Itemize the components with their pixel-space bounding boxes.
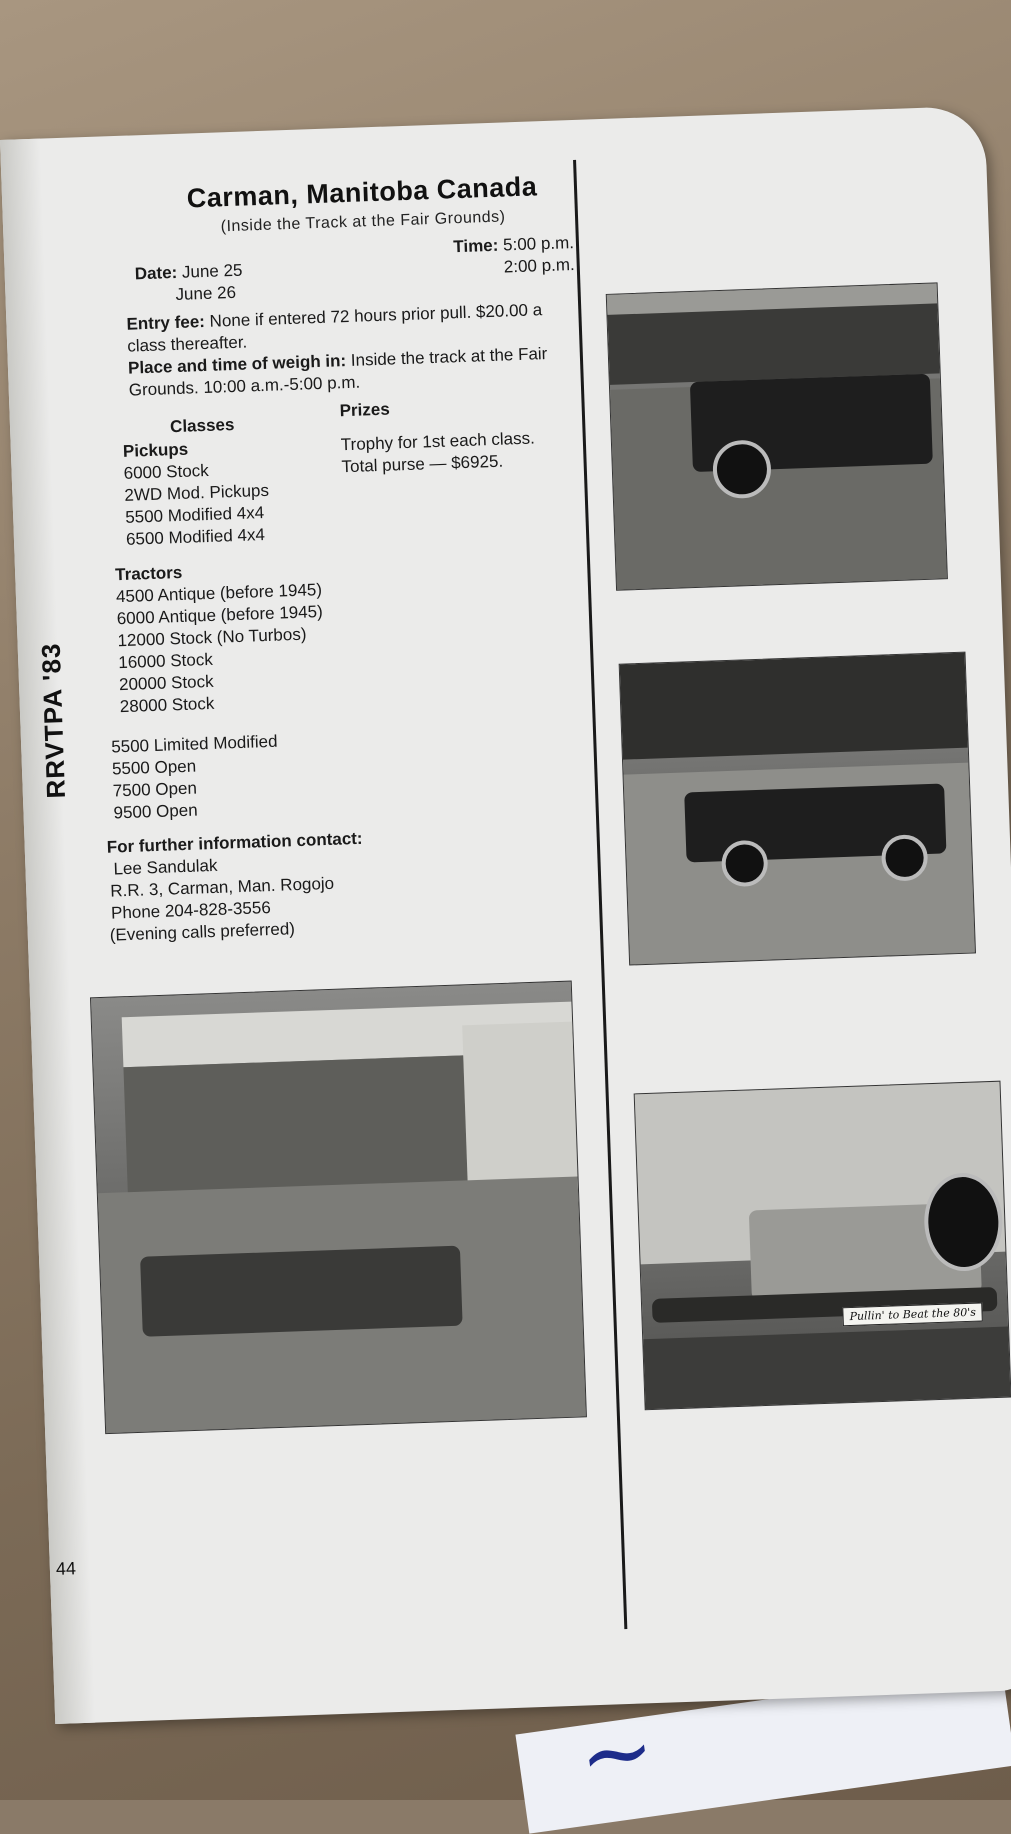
- event-title: Carman, Manitoba Canada: [186, 171, 538, 214]
- photo-tractor-trailer: [634, 1081, 1011, 1411]
- entry-fee-label: Entry fee:: [126, 311, 206, 334]
- list-item: 5500 Modified 4x4: [124, 503, 265, 527]
- photo-truck-crowd: [606, 282, 948, 590]
- list-item: 6000 Stock: [123, 460, 210, 483]
- photo-banner: Pullin' to Beat the 80's: [842, 1302, 983, 1326]
- handwriting-mark: ~: [572, 1696, 662, 1811]
- photo-shed: [123, 1055, 467, 1197]
- time-label: Time:: [453, 235, 499, 257]
- contact-line: Lee Sandulak: [113, 855, 218, 879]
- other-classes-list: [111, 731, 280, 825]
- photo-trees: [607, 303, 939, 384]
- date-2: June 26: [175, 282, 237, 304]
- list-item: 6500 Modified 4x4: [125, 525, 266, 549]
- prizes-heading: Prizes: [339, 399, 391, 421]
- photo-trees: [620, 653, 968, 760]
- photo-pickup-track: [619, 652, 976, 966]
- time-1: 5:00 p.m.: [502, 233, 575, 255]
- contact-line: (Evening calls preferred): [109, 919, 296, 945]
- page-number: 44: [55, 1558, 77, 1579]
- contact-line: R.R. 3, Carman, Man. Rogojo: [109, 873, 335, 901]
- contact-line: Phone 204-828-3556: [110, 898, 272, 923]
- date-block: [134, 260, 243, 308]
- prize-line: Trophy for 1st each class.: [340, 428, 536, 455]
- list-item: 4500 Antique (before 1945): [115, 580, 323, 607]
- event-subtitle: (Inside the Track at the Fair Grounds): [220, 208, 506, 236]
- list-item: 16000 Stock: [117, 649, 214, 673]
- photo-shed-wreckage: [90, 981, 587, 1435]
- contact-block: [106, 828, 366, 947]
- tractors-list: [115, 557, 326, 718]
- list-item: 7500 Open: [112, 778, 198, 801]
- prizes-list: [340, 426, 571, 478]
- list-item: 5500 Open: [111, 756, 197, 779]
- classes-heading: Classes: [169, 415, 235, 437]
- date-1: June 25: [181, 260, 243, 282]
- weigh-in-label: Place and time of weigh in:: [127, 351, 347, 378]
- contact-heading: For further information contact:: [106, 828, 363, 857]
- time-2: 2:00 p.m.: [503, 255, 576, 277]
- booklet-page: [0, 106, 1011, 1724]
- pickups-list: [123, 436, 271, 551]
- pickups-heading: Pickups: [122, 439, 189, 461]
- entry-fee-text: None if entered 72 hours prior pull. $20.00 a class thereafter.: [126, 300, 543, 356]
- side-label: RRVTPA '83: [35, 642, 72, 799]
- list-item: 2WD Mod. Pickups: [124, 480, 270, 505]
- list-item: 9500 Open: [113, 800, 198, 823]
- photo-wreckage: [140, 1246, 463, 1337]
- list-item: 28000 Stock: [119, 693, 215, 717]
- prize-line: Total purse — $6925.: [341, 451, 504, 477]
- date-label: Date:: [134, 262, 178, 284]
- list-item: 5500 Limited Modified: [110, 731, 278, 757]
- time-block: [424, 232, 575, 281]
- tractors-heading: Tractors: [114, 562, 183, 585]
- list-item: 20000 Stock: [118, 671, 214, 695]
- list-item: 12000 Stock (No Turbos): [117, 624, 307, 651]
- photo-ground: [643, 1327, 1010, 1410]
- weigh-in-text: Inside the track at the Fair Grounds. 10:00 a.m.-5:00 p.m.: [128, 344, 548, 400]
- list-item: 6000 Antique (before 1945): [116, 602, 324, 629]
